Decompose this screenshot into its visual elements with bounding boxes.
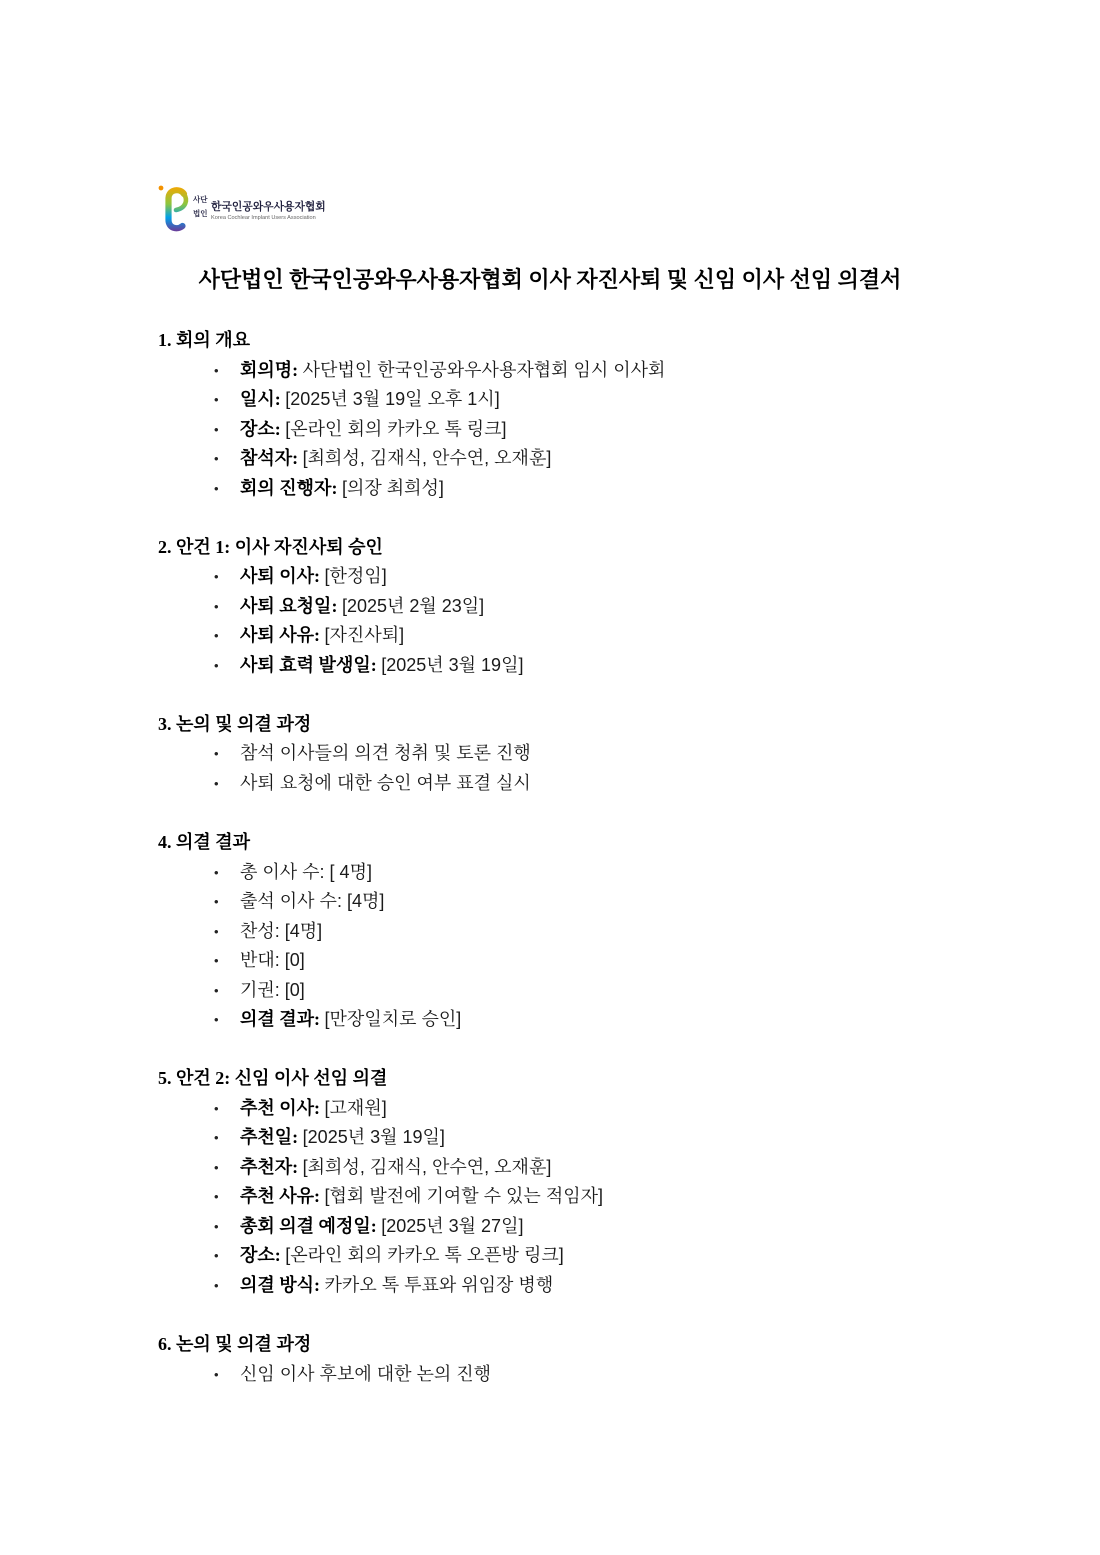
list-item	[158, 976, 1018, 1006]
item-text: 출석 이사 수: [4명]	[240, 891, 385, 912]
item-label: 회의 진행자:	[240, 477, 338, 498]
logo-prefix-top: 사단	[193, 195, 208, 204]
association-logo	[157, 183, 335, 235]
item-value: [협회 발전에 기여할 수 있는 적임자]	[324, 1186, 603, 1207]
list-item	[158, 1182, 1018, 1212]
list-item	[158, 651, 1018, 681]
section-resolution-result	[158, 828, 1018, 1035]
list-item	[158, 1153, 1018, 1183]
item-label: 사퇴 효력 발생일:	[240, 654, 377, 675]
list-item	[158, 356, 1018, 386]
logo-prefix-bottom: 법인	[193, 209, 208, 218]
section-heading: 2. 안건 1: 이사 자진사퇴 승인	[158, 536, 383, 557]
document-body	[158, 326, 1018, 1419]
item-value: [온라인 회의 카카오 톡 오픈방 링크]	[285, 1245, 564, 1266]
list-item	[158, 739, 1018, 769]
document-title: 사단법인 한국인공와우사용자협회 이사 자진사퇴 및 신임 이사 선임 의결서	[198, 267, 902, 292]
item-label: 추천자:	[240, 1156, 299, 1177]
item-value: [한정임]	[324, 566, 387, 587]
item-value: [자진사퇴]	[324, 625, 405, 646]
item-value: [만장일치로 승인]	[324, 1009, 462, 1030]
list-item	[158, 769, 1018, 799]
item-label: 의결 방식:	[240, 1275, 321, 1295]
list-item	[158, 621, 1018, 651]
logo-name: 한국인공와우사용자협회	[211, 201, 326, 213]
section-discussion-2	[158, 1330, 1018, 1389]
section-heading: 1. 회의 개요	[158, 330, 251, 350]
list-item	[158, 1212, 1018, 1242]
item-text: 총 이사 수: [ 4명]	[240, 861, 372, 882]
item-value: [의장 최희성]	[341, 477, 444, 498]
item-value: [최희성, 김재식, 안수연, 오재훈]	[302, 448, 552, 469]
list-item	[158, 1360, 1018, 1390]
item-text: 찬성: [4명]	[240, 920, 323, 941]
section-heading: 3. 논의 및 의결 과정	[158, 713, 312, 734]
list-item	[158, 474, 1018, 504]
section-meeting-overview	[158, 326, 1018, 503]
item-value: [최희성, 김재식, 안수연, 오재훈]	[302, 1156, 552, 1177]
item-label: 장소:	[240, 418, 281, 439]
item-value: [2025년 3월 19일]	[302, 1127, 445, 1148]
item-label: 추천 이사:	[240, 1097, 321, 1118]
list-item	[158, 1271, 1018, 1301]
logo-prefix	[193, 193, 208, 221]
list-item	[158, 1005, 1018, 1035]
list-item	[158, 562, 1018, 592]
logo-dot	[159, 186, 164, 191]
item-value: 카카오 톡 투표와 위임장 병행	[324, 1275, 554, 1295]
section-discussion-1	[158, 710, 1018, 799]
item-label: 사퇴 이사:	[240, 566, 321, 587]
list-item	[158, 917, 1018, 947]
item-value: 사단법인 한국인공와우사용자협회 임시 이사회	[302, 359, 666, 380]
item-label: 장소:	[240, 1245, 281, 1266]
item-label: 일시:	[240, 389, 281, 410]
item-text: 사퇴 요청에 대한 승인 여부 표결 실시	[240, 772, 531, 793]
list-item	[158, 385, 1018, 415]
section-agenda-2	[158, 1064, 1018, 1300]
list-item	[158, 887, 1018, 917]
section-heading: 6. 논의 및 의결 과정	[158, 1334, 312, 1355]
list-item	[158, 444, 1018, 474]
item-text: 기권: [0]	[240, 979, 305, 1000]
section-agenda-1	[158, 533, 1018, 681]
list-item	[158, 858, 1018, 888]
item-value: [고재원]	[324, 1097, 387, 1118]
item-label: 사퇴 요청일:	[240, 595, 338, 616]
list-item	[158, 946, 1018, 976]
item-value: [온라인 회의 카카오 톡 링크]	[285, 418, 507, 439]
list-item	[158, 1241, 1018, 1271]
item-value: [2025년 3월 19일 오후 1시]	[285, 389, 500, 410]
item-label: 사퇴 사유:	[240, 625, 321, 646]
item-label: 추천일:	[240, 1127, 299, 1148]
list-item	[158, 415, 1018, 445]
section-heading: 4. 의결 결과	[158, 832, 251, 853]
cochlear-logo-icon	[157, 183, 191, 233]
item-value: [2025년 3월 19일]	[381, 654, 524, 675]
list-item	[158, 1094, 1018, 1124]
item-label: 추천 사유:	[240, 1186, 321, 1207]
item-label: 참석자:	[240, 448, 299, 469]
item-label: 총회 의결 예정일:	[240, 1215, 377, 1236]
item-text: 반대: [0]	[240, 950, 305, 971]
logo-inner-curl	[176, 194, 186, 210]
list-item	[158, 592, 1018, 622]
item-label: 회의명:	[240, 359, 299, 380]
item-text: 신임 이사 후보에 대한 논의 진행	[240, 1363, 492, 1384]
item-value: [2025년 2월 23일]	[341, 595, 485, 616]
section-heading: 5. 안건 2: 신임 이사 선임 의결	[158, 1068, 388, 1089]
item-value: [2025년 3월 27일]	[381, 1215, 524, 1236]
item-text: 참석 이사들의 의견 청취 및 토론 진행	[240, 743, 531, 764]
list-item	[158, 1123, 1018, 1153]
item-label: 의결 결과:	[240, 1009, 321, 1030]
logo-name-en: Korea Cochlear Implant Users Association	[211, 215, 316, 221]
